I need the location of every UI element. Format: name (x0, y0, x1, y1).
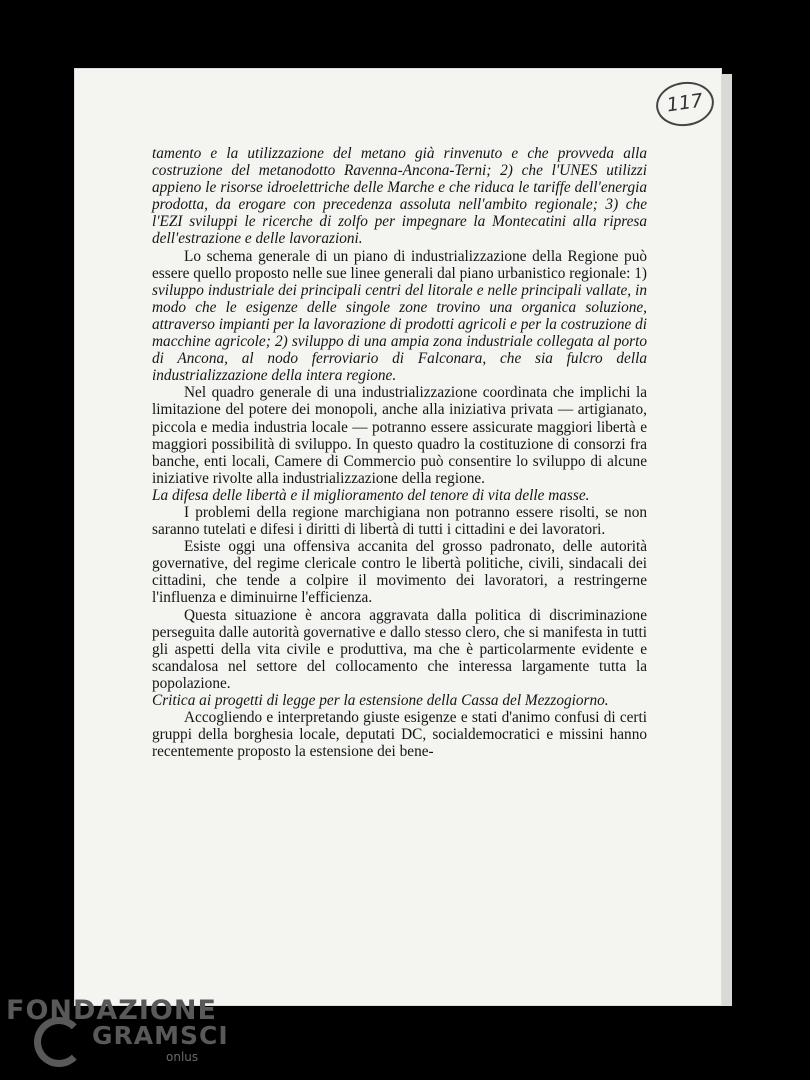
section-heading-critique: Critica ai progetti di legge per la estensione della Cassa del Mezzogiorno. (152, 692, 609, 709)
paragraph-plan-schema (152, 248, 647, 385)
paragraph-industrialization: Nel quadro generale di una industrializzazione coordinata che implichi la limitazione del potere dei monopoli, anche alla iniziativa privata — artigianato, piccola e media industria locale — potranno essere assicurate maggiori libertà e maggiori possibilità di sviluppo. In questo quadro la costituzione di consorzi fra banche, enti locali, Camere di Commercio può consentire lo sviluppo di alcune iniziative rivolte alla industrializzazione della regione. (152, 384, 647, 487)
paragraph-problems: I problemi della regione marchigiana non potranno essere risolti, se non saranno tutelati e difesi i diritti di libertà di tutti i cittadini e dei lavoratori. (152, 503, 647, 539)
logo-line1: FONDAZIONE (6, 995, 217, 1026)
logo-subtitle: onlus (166, 1050, 199, 1064)
fondazione-gramsci-logo (6, 995, 229, 1075)
paragraph-plan-intro: Lo schema generale di un piano di industrializzazione della Regione può essere quello proposto nelle sue linee generali dal piano urbanistico regionale: 1) (152, 247, 647, 282)
paragraph-continuation: tamento e la utilizzazione del metano già rinvenuto e che provveda alla costruzione del metanodotto Ravenna-Ancona-Terni; 2) che l'UNES utilizzi appieno le risorse idroelettriche delle Marche e che riduca le tariffe dell'energia prodotta, da erogare con precedenza assoluta nell'ambito regionale; 3) che l'EZI sviluppi le ricerche di zolfo per impegnare la Montecatini alla ripresa dell'estrazione e delle lavorazioni. (152, 145, 647, 248)
paragraph-plan-points: sviluppo industriale dei principali centri del litorale e nelle principali vallate, in modo che le esigenze delle singole zone trovino una organica soluzione, attraverso impianti per la lavorazione di prodotti agricoli e per la costruzione di macchine agricole; 2) sviluppo di una ampia zona industriale collegata al porto di Ancona, al nodo ferroviario di Falconara, che sia fulcro della industrializzazione della intera regione. (152, 281, 647, 385)
document-body (152, 145, 647, 760)
paragraph-proposal: Accogliendo e interpretando giuste esigenze e stati d'animo confusi di certi gruppi della borghesia locale, deputati DC, socialdemocratici e missini hanno recentemente proposto la estensione dei bene- (152, 709, 647, 761)
paragraph-discrimination: Questa situazione è ancora aggravata dalla politica di discriminazione perseguita dalle autorità governative e dallo stesso clero, che si manifesta in tutti gli aspetti della vita civile e produttiva, ma che è particolarmente evidente e scandalosa nel settore del collocamento che interessa largamente tutta la popolazione. (152, 606, 647, 692)
paragraph-offensive: Esiste oggi una offensiva accanita del grosso padronato, delle autorità governative, del regime clericale contro le libertà politiche, civili, sindacali dei cittadini, che tende a colpire il movimento dei lavoratori, a restringerne l'influenza e diminuirne l'efficienza. (152, 538, 647, 607)
section-heading-liberty: La difesa delle libertà e il miglioramento del tenore di vita delle masse. (152, 486, 590, 504)
page-number-stamp: 117 (653, 78, 717, 130)
page-edge (722, 74, 732, 1006)
logo-line2: GRAMSCI (92, 1021, 229, 1050)
logo-g-icon (34, 1017, 84, 1067)
